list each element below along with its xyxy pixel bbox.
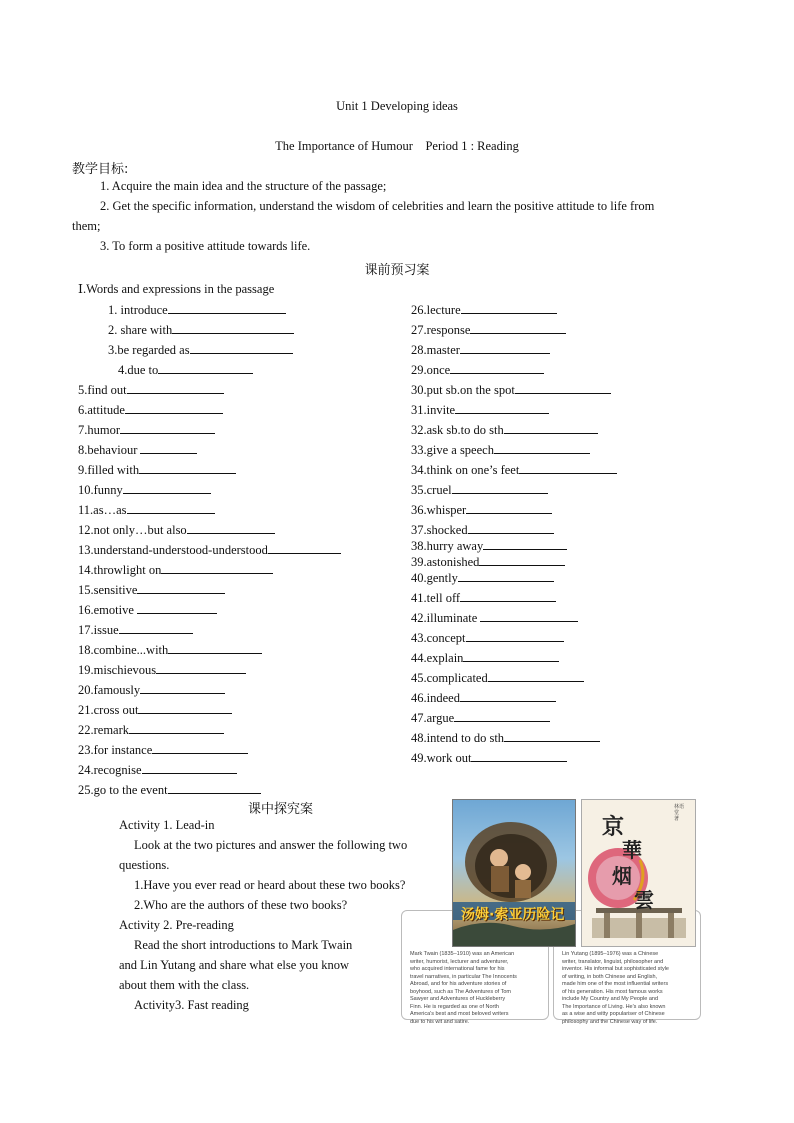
caption-line: of his generation. His most famous works <box>562 988 663 995</box>
vocab-right-answer-blank[interactable] <box>463 647 559 662</box>
caption-line: writer, translator, linguist, philosopher and <box>562 958 664 965</box>
vocab-right-answer-blank[interactable] <box>519 459 617 474</box>
vocab-right-term: 28.master <box>411 343 460 357</box>
vocab-right-item <box>411 535 731 551</box>
vocab-left-item <box>78 739 398 759</box>
vocab-right-item <box>411 707 731 727</box>
vocab-right-answer-blank[interactable] <box>466 499 552 514</box>
vocab-right-term: 46.indeed <box>411 691 460 705</box>
caption-line: Sawyer and Adventures of Huckleberry <box>410 996 506 1002</box>
activity-2-title: Activity 2. Pre-reading <box>119 918 234 932</box>
vocab-left-answer-blank[interactable] <box>152 739 248 754</box>
vocab-right-item <box>411 519 731 535</box>
vocab-left-item <box>78 519 398 539</box>
vocab-right-term: 42.illuminate <box>411 611 481 625</box>
vocab-left-item <box>78 599 398 619</box>
book2-title-char-1: 京 <box>602 814 625 840</box>
vocab-left-item <box>78 779 398 799</box>
caption-line: The Importance of Living. He's also known <box>562 1003 666 1010</box>
vocab-left-item <box>78 539 398 559</box>
question-2: 2.Who are the authors of these two books? <box>134 898 348 912</box>
vocab-left-term: 12.not only…but also <box>78 523 187 537</box>
vocab-right-item <box>411 379 731 399</box>
vocab-right-answer-blank[interactable] <box>470 319 566 334</box>
vocab-left-item <box>78 639 398 659</box>
vocab-right-answer-blank[interactable] <box>452 479 548 494</box>
vocab-left-item <box>78 759 398 779</box>
vocab-right-column <box>411 299 731 767</box>
vocab-right-item <box>411 419 731 439</box>
vocab-right-term: 38.hurry away <box>411 539 484 553</box>
caption-line: Mark Twain (1835–1910) was an American <box>410 951 515 957</box>
vocab-right-item <box>411 551 731 567</box>
vocab-right-item <box>411 459 731 479</box>
vocab-left-answer-blank[interactable] <box>138 699 232 714</box>
vocab-right-answer-blank[interactable] <box>479 551 565 566</box>
vocab-right-term: 29.once <box>411 363 451 377</box>
vocab-right-term: 30.put sb.on the spot <box>411 383 515 397</box>
page-title: Unit 1 Developing ideas <box>336 99 458 113</box>
vocab-right-term: 26.lecture <box>411 303 461 317</box>
vocab-right-answer-blank[interactable] <box>455 399 549 414</box>
vocab-right-answer-blank[interactable] <box>488 667 584 682</box>
vocab-left-answer-blank[interactable] <box>140 679 225 694</box>
vocab-right-term: 32.ask sb.to do sth <box>411 423 504 437</box>
tom-sawyer-cover-image <box>452 799 576 947</box>
vocab-left-item <box>78 339 398 359</box>
caption-line: include My Country and My People and <box>562 996 658 1002</box>
caption-line: as a wise and witty populariser of Chinese <box>562 1011 665 1017</box>
vocab-right-answer-blank[interactable] <box>460 687 556 702</box>
vocab-left-term: 4.due to <box>118 363 159 377</box>
book2-title-char-3: 烟 <box>612 864 632 888</box>
vocab-right-term: 37.shocked <box>411 523 468 537</box>
vocab-left-answer-blank[interactable] <box>158 359 253 374</box>
vocab-left-answer-blank[interactable] <box>123 479 211 494</box>
book2-author: 林语堂 著 <box>674 804 685 822</box>
vocab-right-term: 39.astonished <box>411 555 480 569</box>
vocab-left-term: 2. share with <box>108 323 173 337</box>
vocab-left-item <box>78 499 398 519</box>
vocab-left-term: 9.filled with <box>78 463 140 477</box>
vocab-right-answer-blank[interactable] <box>460 339 550 354</box>
vocab-right-item <box>411 399 731 419</box>
vocab-left-answer-blank[interactable] <box>168 639 262 654</box>
vocab-left-term: 5.find out <box>78 383 127 397</box>
vocab-right-term: 33.give a speech <box>411 443 494 457</box>
vocab-right-term: 36.whisper <box>411 503 467 517</box>
vocab-left-item <box>78 659 398 679</box>
vocab-left-term: 3.be regarded as <box>108 343 190 357</box>
vocab-right-item <box>411 299 731 319</box>
vocab-left-term: 21.cross out <box>78 703 139 717</box>
caption-line: who acquired international fame for his <box>410 966 505 972</box>
vocab-left-answer-blank[interactable] <box>125 399 223 414</box>
vocab-left-item <box>78 619 398 639</box>
vocab-left-item <box>78 559 398 579</box>
book1-title: 汤姆·索亚历险记 <box>461 907 565 923</box>
vocab-left-term: 25.go to the event <box>78 783 168 797</box>
vocab-right-answer-blank[interactable] <box>494 439 590 454</box>
vocab-left-term: 22.remark <box>78 723 130 737</box>
activity-2-text-3: about them with the class. <box>119 978 250 992</box>
vocab-left-item <box>78 699 398 719</box>
caption-line: travel narratives, in particular The Innocents <box>410 973 517 980</box>
vocab-left-answer-blank[interactable] <box>187 519 275 534</box>
vocab-right-item <box>411 359 731 379</box>
vocab-left-term: 15.sensitive <box>78 583 138 597</box>
caption-line: writer, humorist, lecturer and adventurer, <box>410 958 509 965</box>
vocab-right-item <box>411 687 731 707</box>
vocab-right-item <box>411 499 731 519</box>
vocab-right-item <box>411 319 731 339</box>
moment-in-peking-cover-image <box>581 799 696 947</box>
vocab-right-item <box>411 647 731 667</box>
twain-caption-text <box>410 951 542 1026</box>
vocab-left-item <box>78 319 398 339</box>
vocab-right-answer-blank[interactable] <box>458 567 554 582</box>
vocab-right-answer-blank[interactable] <box>450 359 544 374</box>
vocab-right-item <box>411 439 731 459</box>
vocab-right-term: 34.think on one’s feet <box>411 463 520 477</box>
vocab-right-item <box>411 667 731 687</box>
vocab-left-answer-blank[interactable] <box>168 299 286 314</box>
vocab-left-answer-blank[interactable] <box>268 539 341 554</box>
caption-line: philosophy and the Chinese way of life. <box>562 1018 658 1025</box>
objective-1: 1. Acquire the main idea and the structure of the passage; <box>100 179 387 193</box>
vocab-left-term: 10.funny <box>78 483 123 497</box>
caption-line: of writing, in both Chinese and English, <box>562 973 658 980</box>
vocab-right-term: 31.invite <box>411 403 456 417</box>
vocab-right-item <box>411 479 731 499</box>
vocab-left-term: 20.famously <box>78 683 141 697</box>
preview-heading: 课前预习案 <box>364 263 430 278</box>
vocab-right-term: 43.concept <box>411 631 466 645</box>
objectives-heading: 教学目标: <box>72 162 129 177</box>
objective-2: 2. Get the specific information, understand the wisdom of celebrities and learn the positive attitude to life from <box>100 199 655 213</box>
vocab-left-item <box>78 359 398 379</box>
vocab-left-term: 8.behaviour <box>78 443 141 457</box>
vocab-right-answer-blank[interactable] <box>471 747 567 762</box>
vocab-left-term: 23.for instance <box>78 743 153 757</box>
activity-1-text-1: Look at the two pictures and answer the following two <box>134 838 408 852</box>
vocab-left-item <box>78 439 398 459</box>
vocab-left-item <box>78 379 398 399</box>
vocab-right-item <box>411 627 731 647</box>
vocab-left-answer-blank[interactable] <box>168 779 261 794</box>
activity-2-text-2: and Lin Yutang and share what else you know <box>119 958 350 972</box>
vocab-left-answer-blank[interactable] <box>129 719 224 734</box>
vocab-left-term: 18.combine...with <box>78 643 169 657</box>
vocab-right-item <box>411 339 731 359</box>
activity-3-title: Activity3. Fast reading <box>134 998 249 1012</box>
vocab-left-answer-blank[interactable] <box>156 659 246 674</box>
vocab-right-term: 45.complicated <box>411 671 488 685</box>
vocab-left-item <box>78 399 398 419</box>
vocab-right-answer-blank[interactable] <box>466 627 564 642</box>
vocab-left-answer-blank[interactable] <box>172 319 294 334</box>
caption-line: Lin Yutang (1895–1976) was a Chinese <box>562 951 659 957</box>
vocab-right-item <box>411 587 731 607</box>
vocab-left-item <box>78 459 398 479</box>
caption-line: Finn. He is regarded as one of North <box>410 1003 499 1010</box>
vocab-right-answer-blank[interactable] <box>504 419 598 434</box>
vocab-left-answer-blank[interactable] <box>127 499 215 514</box>
vocab-right-item <box>411 567 731 587</box>
vocab-left-item <box>78 679 398 699</box>
vocab-left-answer-blank[interactable] <box>120 419 215 434</box>
vocab-left-answer-blank[interactable] <box>142 759 237 774</box>
caption-line: America's best and most beloved writers <box>410 1011 509 1017</box>
vocab-left-answer-blank[interactable] <box>137 579 225 594</box>
vocab-right-term: 40.gently <box>411 571 458 585</box>
book2-title-char-4: 雲 <box>634 888 654 912</box>
vocab-left-answer-blank[interactable] <box>127 379 224 394</box>
vocab-left-answer-blank[interactable] <box>190 339 293 354</box>
vocab-left-answer-blank[interactable] <box>139 459 236 474</box>
cover-illustration-icon <box>453 800 575 946</box>
vocab-right-term: 44.explain <box>411 651 464 665</box>
vocab-left-item <box>78 579 398 599</box>
vocab-left-term: 24.recognise <box>78 763 142 777</box>
vocab-right-item <box>411 607 731 627</box>
vocab-right-term: 41.tell off <box>411 591 461 605</box>
caption-line: boyhood, such as The Adventures of Tom <box>410 988 512 995</box>
vocab-left-term: 6.attitude <box>78 403 125 417</box>
vocab-right-answer-blank[interactable] <box>454 707 550 722</box>
vocab-left-answer-blank[interactable] <box>161 559 273 574</box>
vocab-left-answer-blank[interactable] <box>137 599 217 614</box>
vocab-left-term: 17.issue <box>78 623 119 637</box>
caption-line: due to his wit and satire. <box>410 1018 470 1025</box>
vocab-right-answer-blank[interactable] <box>515 379 611 394</box>
vocab-left-item <box>78 719 398 739</box>
vocab-right-list <box>411 299 731 767</box>
objective-3: 3. To form a positive attitude towards life. <box>100 239 311 253</box>
vocab-right-answer-blank[interactable] <box>480 607 578 622</box>
vocab-left-term: 1. introduce <box>108 303 168 317</box>
vocab-left-term: 14.throwlight on <box>78 563 162 577</box>
vocab-left-term: 13.understand-understood-understood <box>78 543 268 557</box>
vocab-right-term: 48.intend to do sth <box>411 731 505 745</box>
vocab-right-item <box>411 747 731 767</box>
book2-title-char-2: 華 <box>622 838 642 862</box>
caption-line: made him one of the most influential writers <box>562 981 669 987</box>
vocab-left-answer-blank[interactable] <box>140 439 197 454</box>
activity-1-text-2: questions. <box>119 858 170 872</box>
vocab-right-term: 27.response <box>411 323 471 337</box>
vocab-right-answer-blank[interactable] <box>461 299 557 314</box>
activity-1-title: Activity 1. Lead-in <box>119 818 215 832</box>
inclass-heading: 课中探究案 <box>248 802 314 817</box>
caption-line: Abroad, and for his adventure stories of <box>410 981 507 987</box>
vocab-left-item <box>78 299 398 319</box>
vocab-left-term: 11.as…as <box>78 503 127 517</box>
vocab-right-term: 47.argue <box>411 711 455 725</box>
vocab-left-list <box>78 299 398 799</box>
vocab-left-item <box>78 419 398 439</box>
vocab-right-term: 35.cruel <box>411 483 452 497</box>
vocab-section-title: Ⅰ.Words and expressions in the passage <box>78 282 275 296</box>
vocab-right-item <box>411 727 731 747</box>
page-subtitle: The Importance of Humour Period 1 : Reading <box>275 139 519 153</box>
vocab-left-term: 19.mischievous <box>78 663 157 677</box>
vocab-right-answer-blank[interactable] <box>460 587 556 602</box>
vocab-right-answer-blank[interactable] <box>483 535 567 550</box>
activity-2-text-1: Read the short introductions to Mark Twain <box>134 938 353 952</box>
vocab-right-answer-blank[interactable] <box>468 519 554 534</box>
vocab-right-answer-blank[interactable] <box>504 727 600 742</box>
vocab-left-column <box>78 279 398 799</box>
objective-2-cont: them; <box>72 219 101 233</box>
vocab-left-term: 16.emotive <box>78 603 138 617</box>
caption-line: inventor. His informal but sophisticated style <box>562 966 669 972</box>
lin-caption-text <box>562 951 694 1026</box>
vocab-right-term: 49.work out <box>411 751 472 765</box>
vocab-left-item <box>78 479 398 499</box>
question-1: 1.Have you ever read or heard about these two books? <box>134 878 406 892</box>
vocab-left-term: 7.humor <box>78 423 121 437</box>
vocab-left-answer-blank[interactable] <box>119 619 193 634</box>
